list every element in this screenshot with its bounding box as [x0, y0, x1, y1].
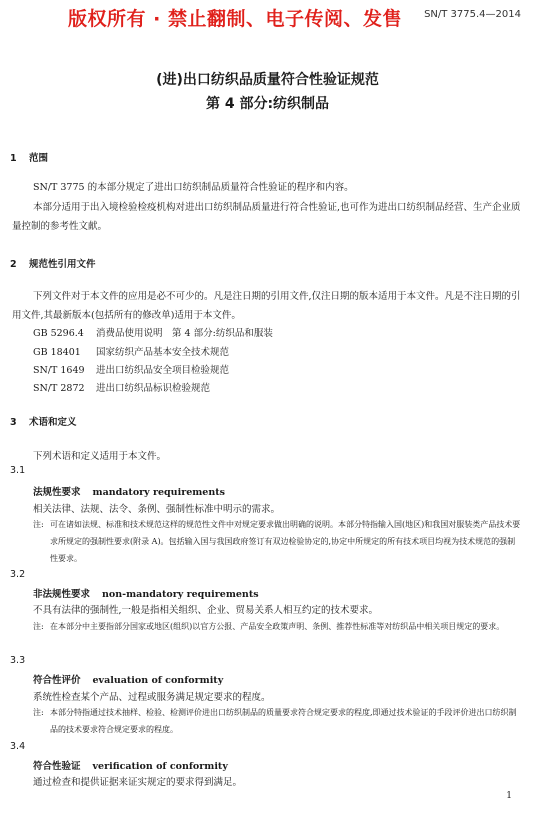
reference-item	[33, 380, 210, 394]
term-english: mandatory requirements	[92, 487, 225, 498]
document-title: (进)出口纺织品质量符合性验证规范	[156, 72, 379, 88]
reference-title: 国家纺织产品基本安全技术规范	[96, 347, 230, 358]
term-number: 3.1	[10, 465, 26, 476]
section-number: 1	[10, 153, 17, 164]
reference-item	[33, 362, 229, 376]
document-subtitle: 第 4 部分:纺织制品	[205, 96, 330, 112]
page-number: 1	[506, 791, 512, 801]
note-label: 注:	[33, 520, 44, 529]
term-definition: 相关法律、法规、法令、条例、强制性标准中明示的需求。	[33, 504, 281, 515]
note-text: 在本部分中主要指部分国家或地区(组织)以官方公报、产品安全政策声明、条例、推荐性标准等对纺织品中相关项目规定的要求。	[50, 622, 505, 631]
term-number: 3.4	[10, 741, 26, 752]
section-title: 术语和定义	[29, 417, 77, 428]
section-number: 2	[10, 259, 17, 270]
section-heading-scope	[10, 150, 48, 164]
note-label: 注:	[33, 622, 44, 631]
copyright-watermark: 版权所有 · 禁止翻制、电子传阅、发售	[68, 8, 402, 30]
term-chinese: 符合性验证	[33, 761, 81, 772]
term-number: 3.2	[10, 569, 26, 580]
section-title: 范围	[29, 153, 49, 164]
paragraph: 下列术语和定义适用于本文件。	[33, 451, 167, 462]
reference-item	[33, 344, 229, 358]
term-english: evaluation of conformity	[92, 675, 224, 686]
paragraph: 本部分适用于出入境检验检疫机构对进出口纺织制品质量进行符合性验证,也可作为进出口纺织制品经营、生产企业质量控制的参考性文献。	[12, 202, 521, 232]
paragraph: SN/T 3775 的本部分规定了进出口纺织制品质量符合性验证的程序和内容。	[33, 182, 354, 193]
term-definition: 系统性检查某个产品、过程或服务满足规定要求的程度。	[33, 692, 271, 703]
reference-code: GB 5296.4	[33, 328, 84, 339]
note-label: 注:	[33, 708, 44, 717]
term-definition: 不具有法律的强制性,一般是指相关组织、企业、贸易关系人相互约定的技术要求。	[33, 605, 379, 616]
term-chinese: 符合性评价	[33, 675, 81, 686]
standard-number: SN/T 3775.4—2014	[424, 9, 521, 20]
term-english: non-mandatory requirements	[102, 589, 259, 600]
term-number: 3.3	[10, 655, 26, 666]
term-note	[33, 618, 523, 635]
paragraph: 下列文件对于本文件的应用是必不可少的。凡是注日期的引用文件,仅注日期的版本适用于本文件。凡是不注日期的引用文件,其最新版本(包括所有的修改单)适用于本文件。	[12, 291, 521, 321]
section-heading-normative-references	[10, 256, 96, 270]
term-definition: 通过检查和提供证据来证实规定的要求得到满足。	[33, 777, 243, 788]
reference-title: 进出口纺织品安全项目检验规范	[96, 365, 230, 376]
note-text: 本部分特指通过技术抽样、检验、检测评价进出口纺织制品的质量要求符合规定要求的程度,即通过技术验证的手段评价进出口纺织制品的技术要求符合规定要求的程度。	[50, 708, 517, 734]
term-title	[33, 484, 225, 498]
section-heading-terms-definitions	[10, 414, 77, 428]
section-number: 3	[10, 417, 17, 428]
term-chinese: 法规性要求	[33, 487, 81, 498]
reference-title: 进出口纺织品标识检验规范	[96, 383, 211, 394]
term-note	[33, 704, 523, 738]
note-text: 可在诸如法规、标准和技术规范这样的规范性文件中对规定要求做出明确的说明。本部分特指输入国(地区)和我国对服装类产品技术要求所规定的强制性要求(附录 A)。包括输入国与我国政府签订有双边检验协定的,协定中所规定的所有技术项目均视为技术规范的强制性要求。	[50, 520, 521, 563]
reference-code: GB 18401	[33, 347, 81, 358]
term-note	[33, 516, 523, 567]
reference-title: 消费品使用说明 第 4 部分:纺织品和服装	[96, 328, 273, 339]
reference-code: SN/T 2872	[33, 383, 85, 394]
term-english: verification of conformity	[92, 761, 228, 772]
reference-code: SN/T 1649	[33, 365, 85, 376]
section-title: 规范性引用文件	[29, 259, 96, 270]
term-title	[33, 672, 223, 686]
term-chinese: 非法规性要求	[33, 589, 91, 600]
reference-item	[33, 325, 273, 339]
term-title	[33, 758, 228, 772]
term-title	[33, 586, 259, 600]
